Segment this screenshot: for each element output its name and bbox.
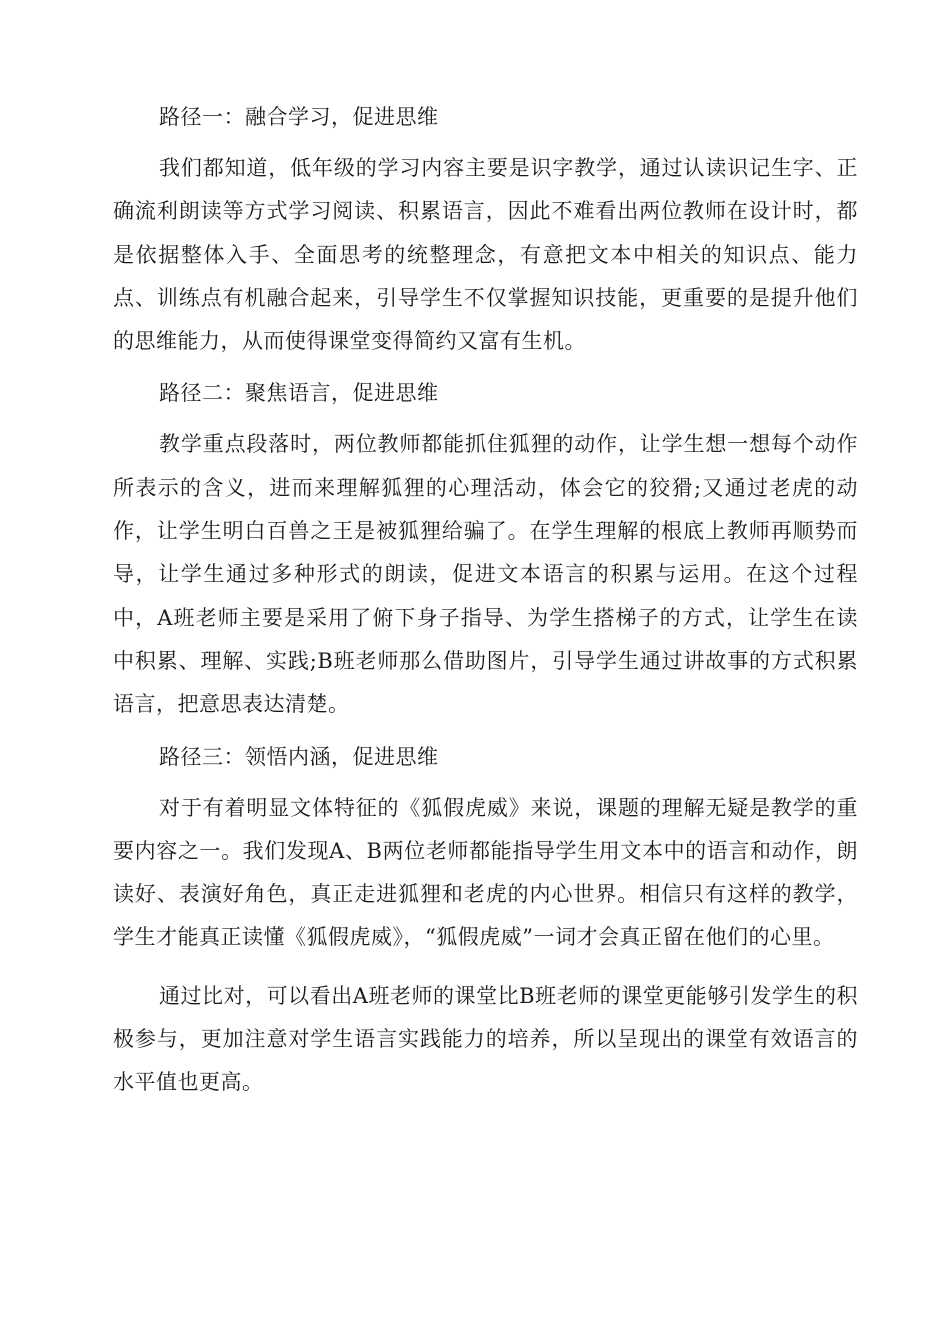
section-2-paragraph: 教学重点段落时，两位教师都能抓住狐狸的动作，让学生想一想每个动作所表示的含义，进而来理解狐狸的心理活动，体会它的狡猾;又通过老虎的动作，让学生明白百兽之王是被狐狸给骗了。在学生理解的根底上教师再顺势而导，让学生通过多种形式的朗读，促进文本语言的积累与运用。在这个过程中，A班老师主要是采用了俯下身子指导、为学生搭梯子的方式，让学生在读中积累、理解、实践;B班老师那么借助图片，引导学生通过讲故事的方式积累语言，把意思表达清楚。: [113, 432, 858, 717]
section-1-paragraph: 我们都知道，低年级的学习内容主要是识字教学，通过认读识记生字、正确流利朗读等方式学习阅读、积累语言，因此不难看出两位教师在设计时，都是依据整体入手、全面思考的统整理念，有意把文本中相关的知识点、能力点、训练点有机融合起来，引导学生不仅掌握知识技能，更重要的是提升他们的思维能力，从而使得课堂变得简约又富有生机。: [113, 156, 858, 354]
document-body: [113, 96, 858, 1105]
section-heading-1: 路径一：融合学习，促进思维: [159, 105, 439, 129]
section-heading-2: 路径二：聚焦语言，促进思维: [159, 381, 439, 406]
conclusion-paragraph: 通过比对，可以看出A班老师的课堂比B班老师的课堂更能够引发学生的积极参与，更加注意对学生语言实践能力的培养，所以呈现出的课堂有效语言的水平值也更高。: [113, 983, 858, 1095]
section-3-paragraph: 对于有着明显文体特征的《狐假虎威》来说，课题的理解无疑是教学的重要内容之一。我们发现A、B两位老师都能指导学生用文本中的语言和动作，朗读好、表演好角色，真正走进狐狸和老虎的内心世界。相信只有这样的教学，学生才能真正读懂《狐假虎威》，“狐假虎威”一词才会真正留在他们的心里。: [113, 795, 858, 950]
section-heading-3: 路径三：领悟内涵，促进思维: [159, 744, 439, 769]
